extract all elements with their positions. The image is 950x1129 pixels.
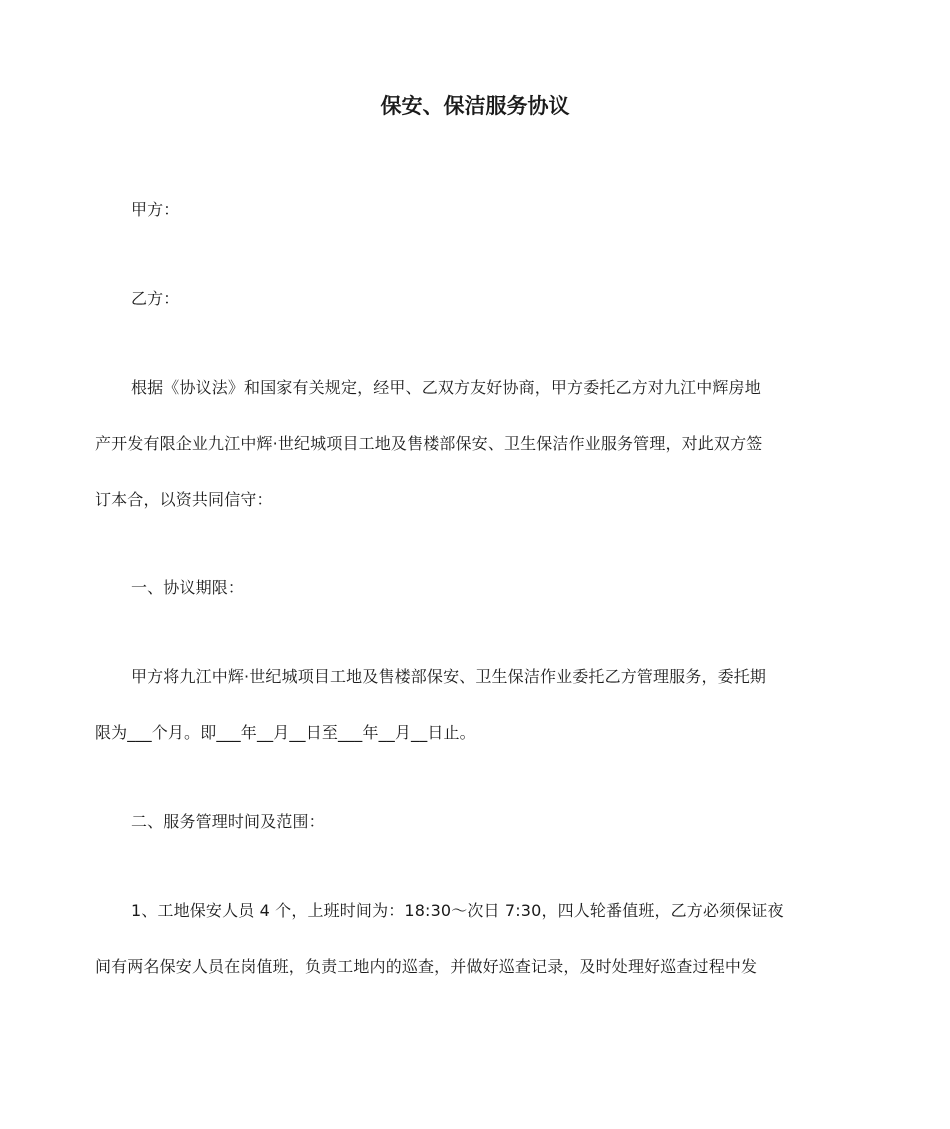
document-title: 保安、保洁服务协议 [380,94,570,118]
party-b-label: 乙方： [131,289,180,308]
intro-line-2: 产开发有限企业九江中辉·世纪城项目工地及售楼部保安、卫生保洁作业服务管理，对此双方签 [95,434,763,453]
intro-line-3: 订本合，以资共同信守： [95,490,273,509]
section-2-item-1-line-1: 1、工地保安人员 4 个，上班时间为：18:30～次日 7:30，四人轮番值班，乙方必须保证夜 [131,901,784,920]
section-2-heading: 二、服务管理时间及范围： [131,812,325,831]
section-1-heading: 一、协议期限： [131,578,245,597]
intro-line-1: 根据《协议法》和国家有关规定，经甲、乙双方友好协商，甲方委托乙方对九江中辉房地 [131,378,761,397]
section-2-item-1-line-2: 间有两名保安人员在岗值班，负责工地内的巡查，并做好巡查记录，及时处理好巡查过程中发 [95,957,758,976]
section-1-line-2: 限为___个月。即___年__月__日至___年__月__日止。 [95,723,476,742]
intro-paragraph [95,360,857,528]
party-a-label: 甲方： [131,200,180,219]
section-1-line-1: 甲方将九江中辉·世纪城项目工地及售楼部保安、卫生保洁作业委托乙方管理服务，委托期 [131,667,767,686]
section-1-body [95,649,857,761]
section-2-item-1 [95,883,857,995]
